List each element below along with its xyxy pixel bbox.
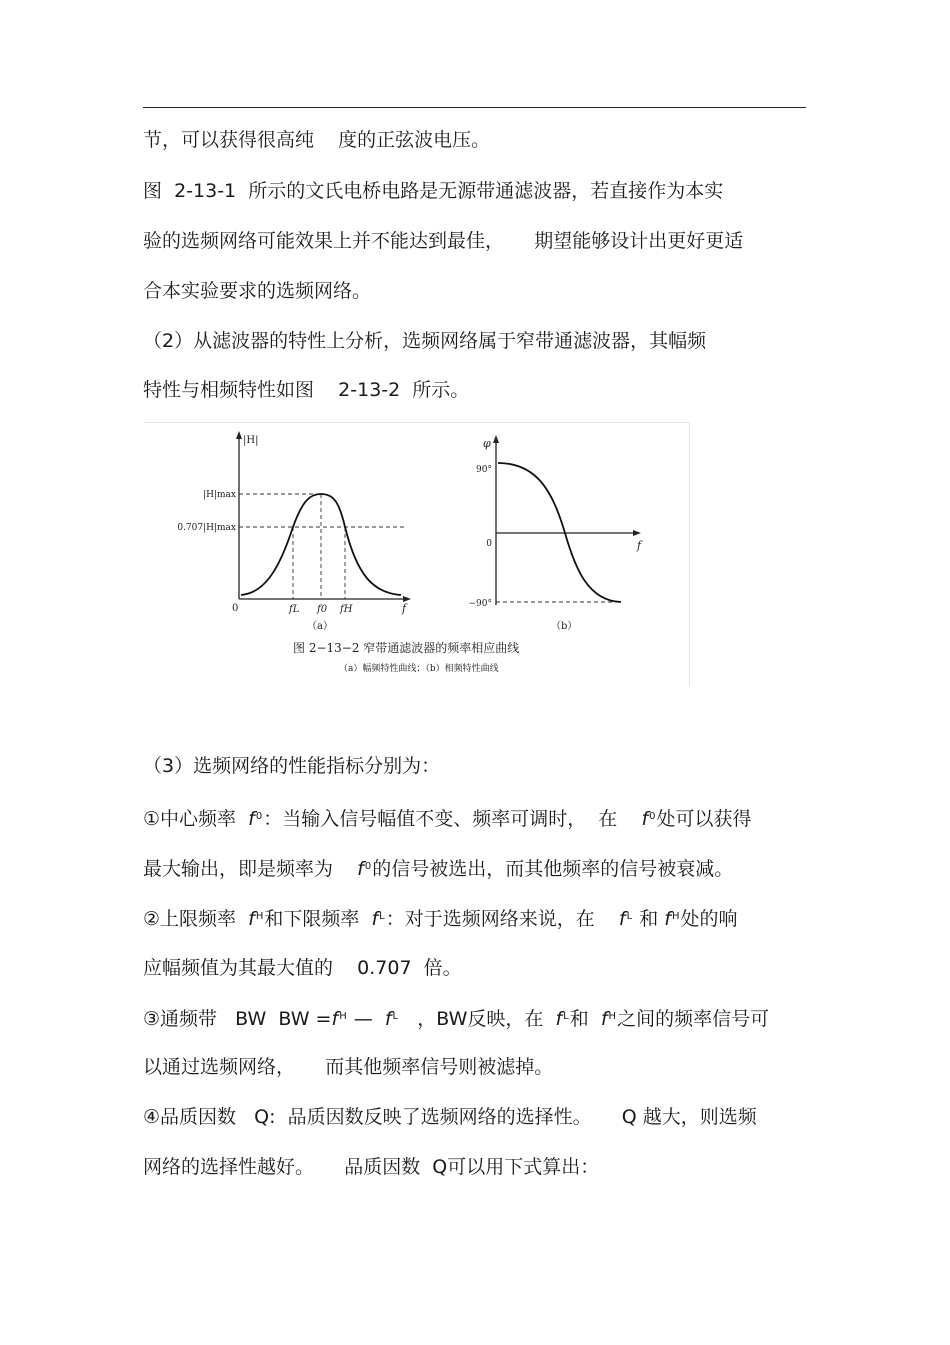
text-run: 处可以获得: [656, 808, 752, 830]
subscript: L: [563, 1011, 569, 1022]
label-fL: fL: [289, 604, 300, 615]
symbol-f: f: [641, 808, 649, 830]
panel-a-label: （a）: [307, 621, 333, 632]
symbol-f: f: [664, 908, 671, 930]
figure-caption: 图 2−13−2 窄带通滤波器的频率相应曲线: [293, 641, 520, 655]
frequency-response-figure: [143, 423, 689, 686]
label-m90: −90°: [468, 599, 492, 609]
text-run: 最大输出，即是频率为: [143, 858, 358, 880]
panel-b-label: （b）: [551, 621, 578, 632]
subscript: H: [255, 911, 264, 922]
paragraph-line: 图 2-13-1 所示的文氏电桥电路是无源带通滤波器，若直接作为本实: [143, 180, 724, 202]
symbol-f: f: [555, 1008, 563, 1030]
label-a-origin: 0: [232, 603, 239, 614]
subscript: 0: [364, 861, 372, 872]
list-item-line: 网络的选择性越好。 品质因数 Q可以用下式算出：: [143, 1156, 600, 1178]
subscript: L: [379, 911, 385, 922]
arrow-a-y: [236, 431, 242, 439]
arrow-b-x: [633, 530, 641, 536]
text-run: 和下限频率: [264, 908, 372, 930]
list-item-center-frequency: [143, 804, 752, 832]
subscript: L: [392, 1011, 399, 1022]
label-f0: f0: [317, 604, 328, 615]
list-item-line: 应幅频值为其最大值的 0.707 倍。: [143, 957, 462, 979]
subscript: H: [339, 1011, 347, 1022]
list-item-quality-factor: ④品质因数 Q: 品质因数反映了选频网络的选择性。 Q 越大，则选频: [143, 1106, 757, 1128]
label-p90: 90°: [476, 465, 492, 475]
subscript: H: [671, 911, 680, 922]
text-run: —: [347, 1008, 385, 1030]
list-item-upper-lower-frequency: [143, 904, 738, 932]
paragraph-line: （3）选频网络的性能指标分别为：: [143, 755, 441, 777]
figure-subcaption: （a）幅频特性曲线；（b）相频特性曲线: [339, 664, 499, 674]
symbol-f: f: [384, 1008, 392, 1030]
subscript: H: [608, 1011, 617, 1022]
symbol-f: f: [331, 1008, 339, 1030]
paragraph-line: 特性与相频特性如图 2-13-2 所示。: [143, 379, 470, 401]
paragraph-line: 合本实验要求的选频网络。: [143, 280, 372, 302]
label-b-y: φ: [483, 437, 491, 450]
text-run: 之间的频率信号可: [617, 1008, 770, 1030]
text-run: ：对于选频网络来说，在: [385, 908, 619, 930]
text-run: 的信号被选出，而其他频率的信号被衰减。: [372, 858, 734, 880]
list-item-bandwidth: [143, 1004, 769, 1032]
label-fH: fH: [340, 604, 353, 615]
text-run: ②上限频率: [143, 908, 249, 930]
paragraph-line: 验的选频网络可能效果上并不能达到最佳， 期望能够设计出更好更适: [143, 230, 744, 252]
label-0707: 0.707|H|max: [177, 523, 236, 533]
list-item-line: 以通过选频网络， 而其他频率信号则被滤掉。: [143, 1056, 554, 1078]
text-run: 和: [569, 1008, 601, 1030]
text-run: ，BW反映，在: [399, 1008, 556, 1030]
paragraph-line: （2）从滤波器的特性上分析，选频网络属于窄带通滤波器，其幅频: [143, 330, 707, 352]
symbol-f: f: [600, 1008, 608, 1030]
header-rule: [143, 107, 806, 108]
arrow-b-y: [493, 435, 499, 443]
text-run: ①中心频率: [143, 808, 249, 830]
paragraph-line: 节，可以获得很高纯 度的正弦波电压。: [143, 129, 491, 151]
symbol-f: f: [248, 808, 255, 830]
label-hmax: |H|max: [203, 490, 236, 500]
text-run: ③通频带 BW BW =: [143, 1008, 332, 1030]
label-b-zero: 0: [486, 539, 492, 549]
symbol-f: f: [357, 858, 364, 880]
list-item-line: [143, 854, 733, 882]
text-run: 处的响: [680, 908, 738, 930]
text-run: ：当输入信号幅值不变、频率可调时， 在: [263, 808, 642, 830]
symbol-f: f: [618, 908, 626, 930]
label-b-x: f: [637, 539, 642, 552]
subscript: 0: [649, 811, 656, 822]
symbol-f: f: [248, 908, 255, 930]
figure-2-13-2: [143, 422, 690, 686]
label-a-x: f: [402, 602, 407, 615]
text-run: 和: [633, 908, 665, 930]
subscript: L: [626, 911, 633, 922]
symbol-f: f: [371, 908, 379, 930]
label-a-y: |H|: [243, 435, 259, 446]
subscript: 0: [255, 811, 263, 822]
